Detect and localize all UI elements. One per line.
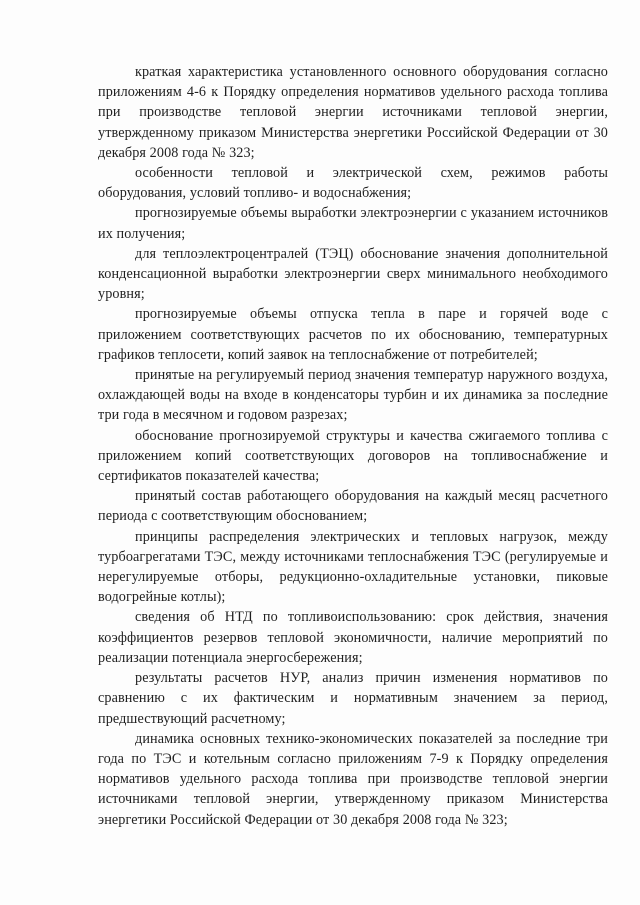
paragraph-equipment-composition: принятый состав работающего оборудования на каждый месяц расчетного периода с соответствующим обоснованием; — [98, 488, 608, 525]
paragraph-fuel-structure: обоснование прогнозируемой структуры и качества сжигаемого топлива с приложением копий соответствующих договоров на топливоснабжение и сертификатов показателей качества; — [98, 427, 608, 485]
paragraph-equipment-characteristics: краткая характеристика установленного основного оборудования согласно приложениям 4-6 к Порядку определения нормативов удельного расхода топлива при производстве тепловой энергии источниками тепловой энергии, утвержденному приказом Министерства энергетики Российской Федерации от 30 декабря 2008 года № 323; — [98, 64, 608, 161]
paragraph-temperatures: принятые на регулируемый период значения температур наружного воздуха, охлаждающей воды на входе в конденсаторы турбин и их динамика за последние три года в месячном и годовом разрезах; — [98, 367, 608, 424]
paragraph-nur-results: результаты расчетов НУР, анализ причин изменения нормативов по сравнению с их фактическим и нормативным значением за период, предшествующий расчетному; — [98, 670, 608, 727]
paragraph-heat-supply: прогнозируемые объемы отпуска тепла в паре и горячей воде с приложением соответствующих расчетов по их обоснованию, температурных графиков теплосети, копий заявок на теплоснабжение от потребителей; — [98, 306, 608, 363]
paragraph-chp-condensation: для теплоэлектроцентралей (ТЭЦ) обоснование значения дополнительной конденсационной выработки электроэнергии сверх минимального необходимого уровня; — [98, 245, 608, 303]
document-body — [98, 62, 608, 830]
paragraph-scheme-features: особенности тепловой и электрической схем, режимов работы оборудования, условий топливо- и водоснабжения; — [98, 165, 608, 202]
paragraph-indicator-dynamics: динамика основных технико-экономических показателей за последние три года по ТЭС и котельным согласно приложениям 7-9 к Порядку определения нормативов удельного расхода топлива при производстве тепловой энергии источниками тепловой энергии, утвержденному приказом Министерства энергетики Российской Федерации от 30 декабря 2008 года № 323; — [98, 730, 608, 828]
paragraph-electricity-output: прогнозируемые объемы выработки электроэнергии с указанием источников их получения; — [98, 205, 608, 242]
paragraph-ntd-info: сведения об НТД по топливоиспользованию: срок действия, значения коэффициентов резервов тепловой экономичности, наличие мероприятий по реализации потенциала энергосбережения; — [98, 609, 608, 666]
paragraph-load-distribution: принципы распределения электрических и тепловых нагрузок, между турбоагрегатами ТЭС, между источниками теплоснабжения ТЭС (регулируемые и нерегулируемые отборы, редукционно-охладительные установки, пиковые водогрейные котлы); — [98, 528, 608, 606]
